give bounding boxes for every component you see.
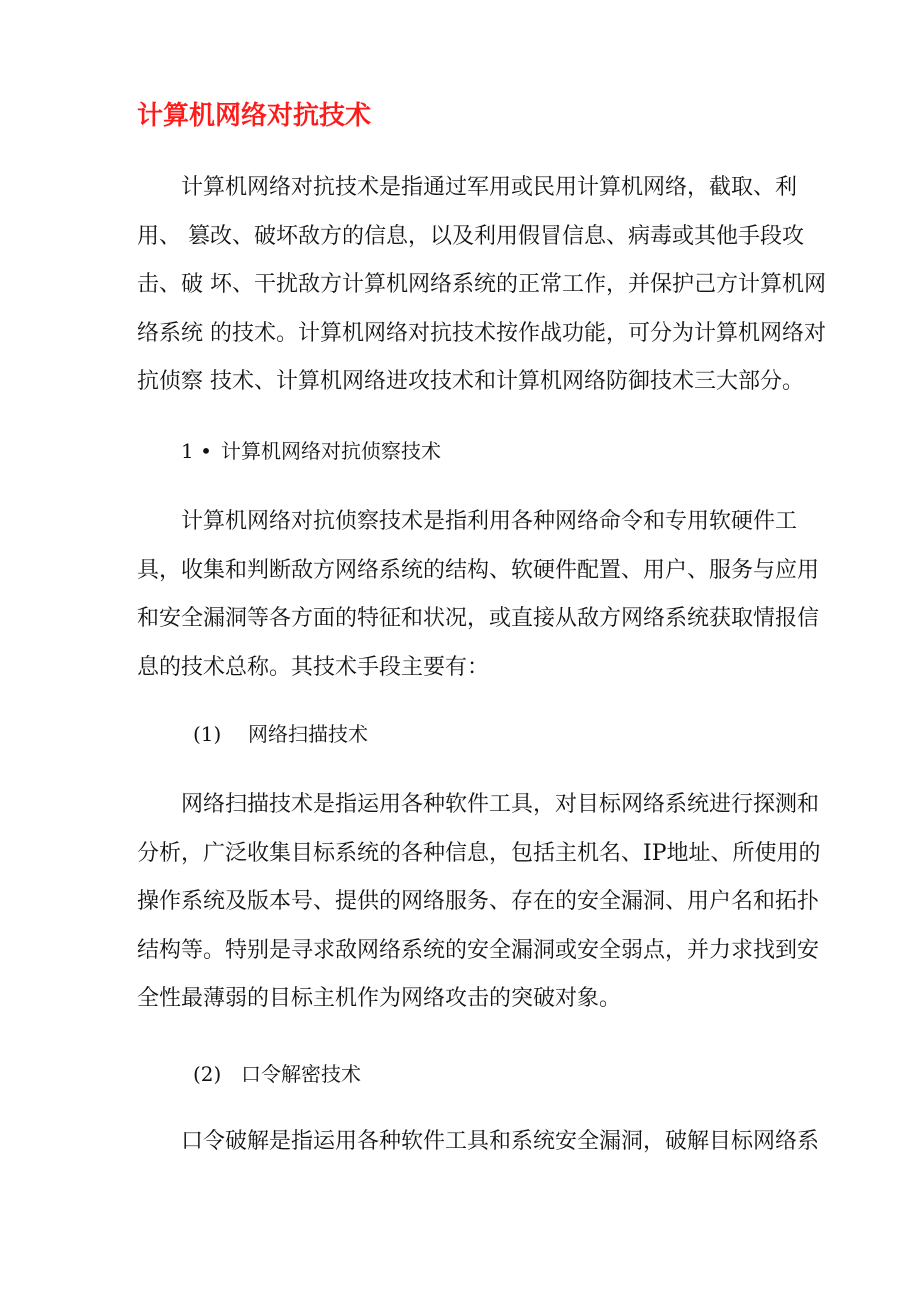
section-heading [181, 436, 441, 466]
paragraph-line: 用、 篡改、破坏敌方的信息，以及利用假冒信息、病毒或其他手段攻 [137, 223, 804, 249]
subsection-number: (1) [193, 722, 222, 746]
paragraph-line: 和安全漏洞等各方面的特征和状况，或直接从敌方网络系统获取情报信 [137, 606, 820, 631]
section-heading-text: 计算机网络对抗侦察技术 [221, 439, 441, 463]
paragraph-line: 计算机网络对抗技术是指通过军用或民用计算机网络，截取、利 [181, 175, 798, 200]
paragraph-line: 操作系统及版本号、提供的网络服务、存在的安全漏洞、用户名和拓扑 [137, 889, 820, 914]
document-title: 计算机网络对抗技术 [137, 101, 372, 131]
paragraph-line: 络系统 的技术。计算机网络对抗技术按作战功能，可分为计算机网络对 [137, 320, 826, 346]
paragraph-line: 击、破 坏、干扰敌方计算机网络系统的正常工作，并保护己方计算机网 [137, 272, 826, 297]
subsection-paragraph [137, 1118, 820, 1167]
subsection-heading-text: 口令解密技术 [241, 1062, 361, 1086]
paragraph-line: 息的技术总称。其技术手段主要有： [137, 654, 490, 680]
subsection-heading-text: 网络扫描技术 [248, 722, 368, 746]
intro-paragraph [137, 164, 826, 407]
paragraph-line: 具，收集和判断敌方网络系统的结构、软硬件配置、用户、服务与应用 [137, 557, 820, 583]
section-number: 1 • [181, 439, 212, 463]
paragraph-line: 网络扫描技术是指运用各种软件工具，对目标网络系统进行探测和 [181, 792, 820, 817]
subsection-number: (2) [193, 1062, 222, 1086]
subsection-paragraph [137, 781, 821, 1024]
paragraph-line: 分析，广泛收集目标系统的各种信息，包括主机名、IP地址、所使用的 [137, 840, 821, 866]
paragraph-line: 全性最薄弱的目标主机作为网络攻击的突破对象。 [137, 986, 622, 1011]
section-paragraph [137, 498, 820, 692]
paragraph-line: 结构等。特别是寻求敌网络系统的安全漏洞或安全弱点，并力求找到安 [137, 937, 820, 963]
subsection-heading [193, 719, 368, 749]
subsection-heading [193, 1059, 361, 1089]
paragraph-line: 抗侦察 技术、计算机网络进攻技术和计算机网络防御技术三大部分。 [137, 369, 804, 394]
paragraph-line: 口令破解是指运用各种软件工具和系统安全漏洞，破解目标网络系 [181, 1129, 820, 1154]
paragraph-line: 计算机网络对抗侦察技术是指利用各种网络命令和专用软硬件工 [181, 509, 798, 534]
